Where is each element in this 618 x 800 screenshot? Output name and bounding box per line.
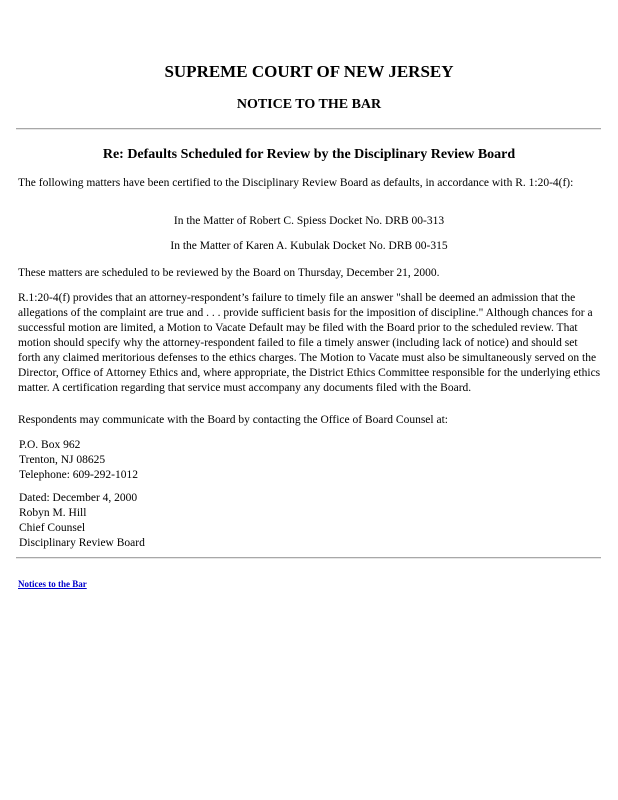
contact-intro: Respondents may communicate with the Board by contacting the Office of Board Counsel at: [18, 414, 448, 426]
rule-paragraph: R.1:20-4(f) provides that an attorney-respondent’s failure to timely file an answer "shall be deemed an admission that the allegations of the complaint are true and . . . provide sufficient basis for the imposition of discipline." Although chances for a successful motion are limited, a Motion to Vacate Default may be filed with the Board prior to the scheduled review. That motion should specify why the attorney-respondent failed to file a timely answer (including lack of notice) and should set forth any claimed meritorious defenses to the ethics charges. The Motion to Vacate must also be simultaneously served on the Director, Office of Attorney Ethics and, where appropriate, the District Ethics Committee responsible for the underlying ethics matter. A certification regarding that service must accompany any documents filed with the Board. [18, 292, 601, 394]
subject-heading: Re: Defaults Scheduled for Review by the Disciplinary Review Board [102, 147, 516, 162]
schedule-paragraph: These matters are scheduled to be reviewed by the Board on Thursday, December 21, 2000. [18, 267, 440, 279]
bottom-divider [16, 557, 601, 559]
intro-paragraph: The following matters have been certified to the Disciplinary Review Board as defaults, in accordance with R. 1:20-4(f): [18, 177, 574, 189]
notices-to-the-bar-link[interactable]: Notices to the Bar [18, 579, 87, 589]
address-po-box: P.O. Box 962 [19, 439, 81, 451]
matter-item-spiess: In the Matter of Robert C. Spiess Docket No. DRB 00-313 [173, 215, 445, 227]
address-city: Trenton, NJ 08625 [19, 454, 106, 466]
signature-block [19, 491, 603, 551]
board-address [19, 438, 603, 483]
address-telephone: Telephone: 609-292-1012 [19, 469, 138, 481]
notice-heading: NOTICE TO THE BAR [236, 97, 382, 112]
court-title: SUPREME COURT OF NEW JERSEY [164, 62, 454, 81]
signature-org: Disciplinary Review Board [19, 537, 145, 549]
top-divider [16, 128, 601, 130]
signature-date: Dated: December 4, 2000 [19, 492, 138, 504]
signature-title: Chief Counsel [19, 522, 86, 534]
signature-name: Robyn M. Hill [19, 507, 87, 519]
matter-item-kubulak: In the Matter of Karen A. Kubulak Docket No. DRB 00-315 [170, 240, 448, 252]
